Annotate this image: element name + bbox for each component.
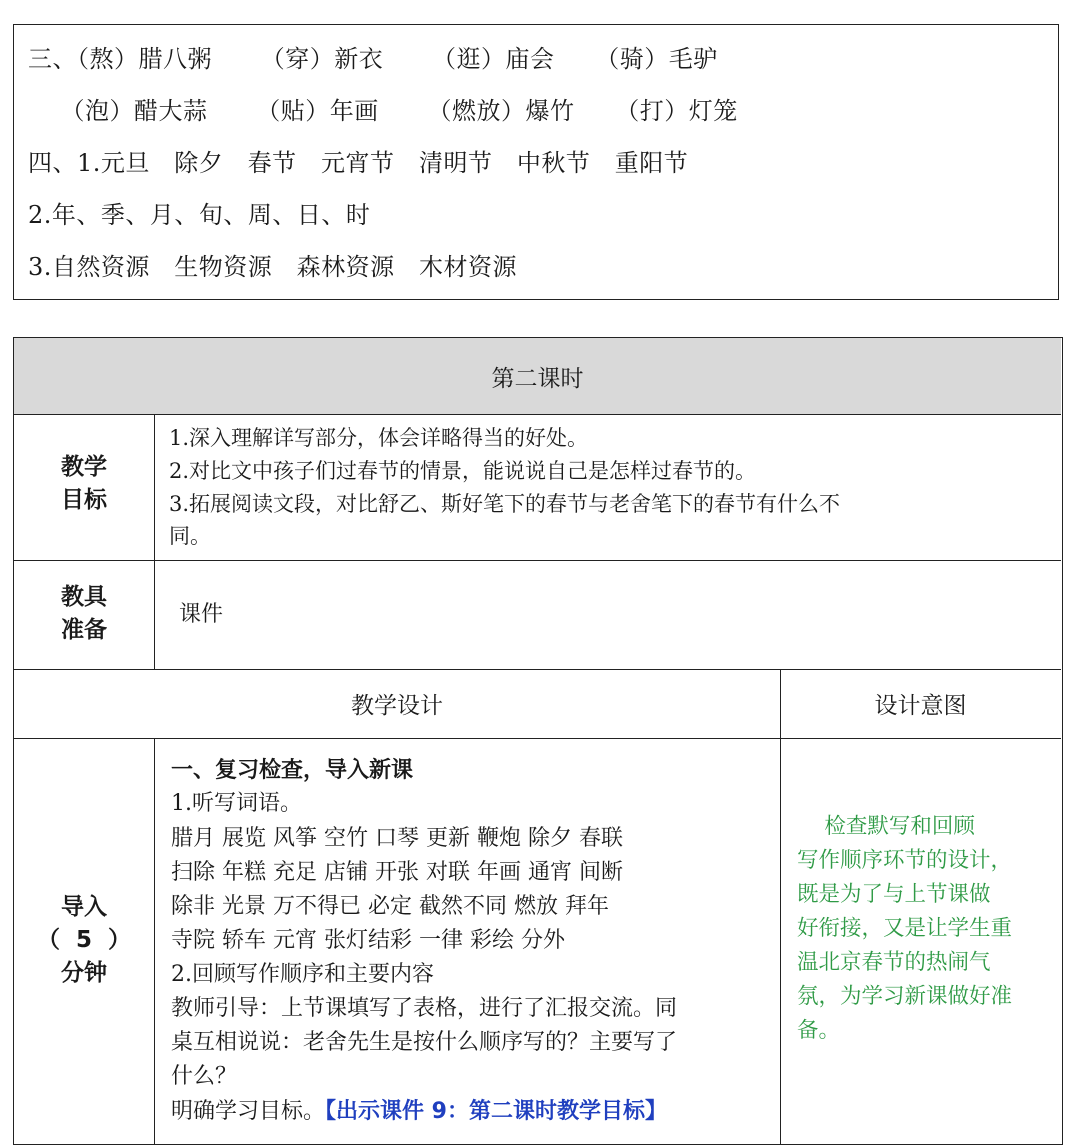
content-line: 2.回顾写作顺序和主要内容 — [171, 962, 434, 987]
answer-line-4-2: 2.年、季、月、旬、周、日、时 — [28, 201, 371, 229]
content-line: 教师引导：上节课填写了表格，进行了汇报交流。同 — [171, 996, 678, 1021]
goal-item: 3.拓展阅读文段，对比舒乙、斯好笔下的春节与老舍笔下的春节有什么不 — [169, 492, 841, 516]
answer-line-3-cont: （泡）醋大蒜 （贴）年画 （燃放）爆竹 （打）灯笼 — [28, 97, 738, 125]
goal-item: 1.深入理解详写部分，体会详略得当的好处。 — [169, 426, 589, 450]
goal-statement: 明确学习目标。 — [171, 1099, 326, 1124]
row-divider — [14, 414, 1061, 415]
content-line: 除非 光景 万不得已 必定 截然不同 燃放 拜年 — [171, 894, 609, 919]
intent-line: 好衔接，又是让学生重 — [797, 916, 1013, 941]
answer-line-3: 三、（熬）腊八粥 （穿）新衣 （逛）庙会 （骑）毛驴 — [28, 45, 718, 73]
section-title: 一、复习检查，导入新课 — [171, 758, 414, 783]
tools-label-line2: 准备 — [61, 617, 107, 643]
tools-label — [14, 581, 154, 647]
answer-key-box — [13, 24, 1059, 300]
intro-label — [14, 891, 154, 990]
design-header: 教学设计 — [351, 693, 443, 719]
lesson-title: 第二课时 — [14, 338, 1061, 414]
goals-label — [14, 451, 154, 517]
intent-line: 既是为了与上节课做 — [797, 882, 991, 907]
intro-label-line2: （ 5 ） — [36, 927, 132, 953]
lesson-plan-table — [13, 337, 1063, 1145]
tools-label-line1: 教具 — [61, 584, 107, 610]
column-divider — [154, 414, 155, 669]
intent-line: 备。 — [797, 1018, 841, 1043]
content-line: 1.听写词语。 — [171, 791, 302, 816]
row-divider — [14, 560, 1061, 561]
goals-label-line1: 教学 — [61, 454, 107, 480]
answer-line-4-1: 四、1.元旦 除夕 春节 元宵节 清明节 中秋节 重阳节 — [28, 149, 689, 177]
content-line: 扫除 年糕 充足 店铺 开张 对联 年画 通宵 间断 — [171, 860, 623, 885]
row-divider — [14, 738, 1061, 739]
goals-label-line2: 目标 — [61, 487, 107, 513]
goal-item-cont: 同。 — [169, 524, 211, 548]
intent-line: 写作顺序环节的设计， — [797, 848, 1013, 873]
courseware-reference: 【出示课件 9：第二课时教学目标】 — [325, 1099, 667, 1124]
intro-label-line1: 导入 — [61, 894, 107, 920]
intent-line: 温北京春节的热闹气 — [797, 950, 991, 975]
content-line: 腊月 展览 风筝 空竹 口琴 更新 鞭炮 除夕 春联 — [171, 826, 623, 851]
intent-line: 检查默写和回顾 — [797, 814, 975, 839]
content-line: 桌互相说说：老舍先生是按什么顺序写的？主要写了 — [171, 1030, 678, 1055]
content-line: 什么？ — [171, 1064, 238, 1089]
goal-item: 2.对比文中孩子们过春节的情景，能说说自己是怎样过春节的。 — [169, 459, 757, 483]
content-line: 寺院 轿车 元宵 张灯结彩 一律 彩绘 分外 — [171, 928, 565, 953]
goal-statement-line — [171, 1095, 667, 1129]
intent-line: 氛，为学习新课做好准 — [797, 984, 1013, 1009]
answer-line-4-3: 3.自然资源 生物资源 森林资源 木材资源 — [28, 253, 518, 281]
column-divider — [154, 738, 155, 1144]
tools-value: 课件 — [179, 602, 224, 627]
column-divider — [780, 669, 781, 1144]
intro-label-line3: 分钟 — [61, 960, 107, 986]
intent-header: 设计意图 — [874, 693, 967, 719]
